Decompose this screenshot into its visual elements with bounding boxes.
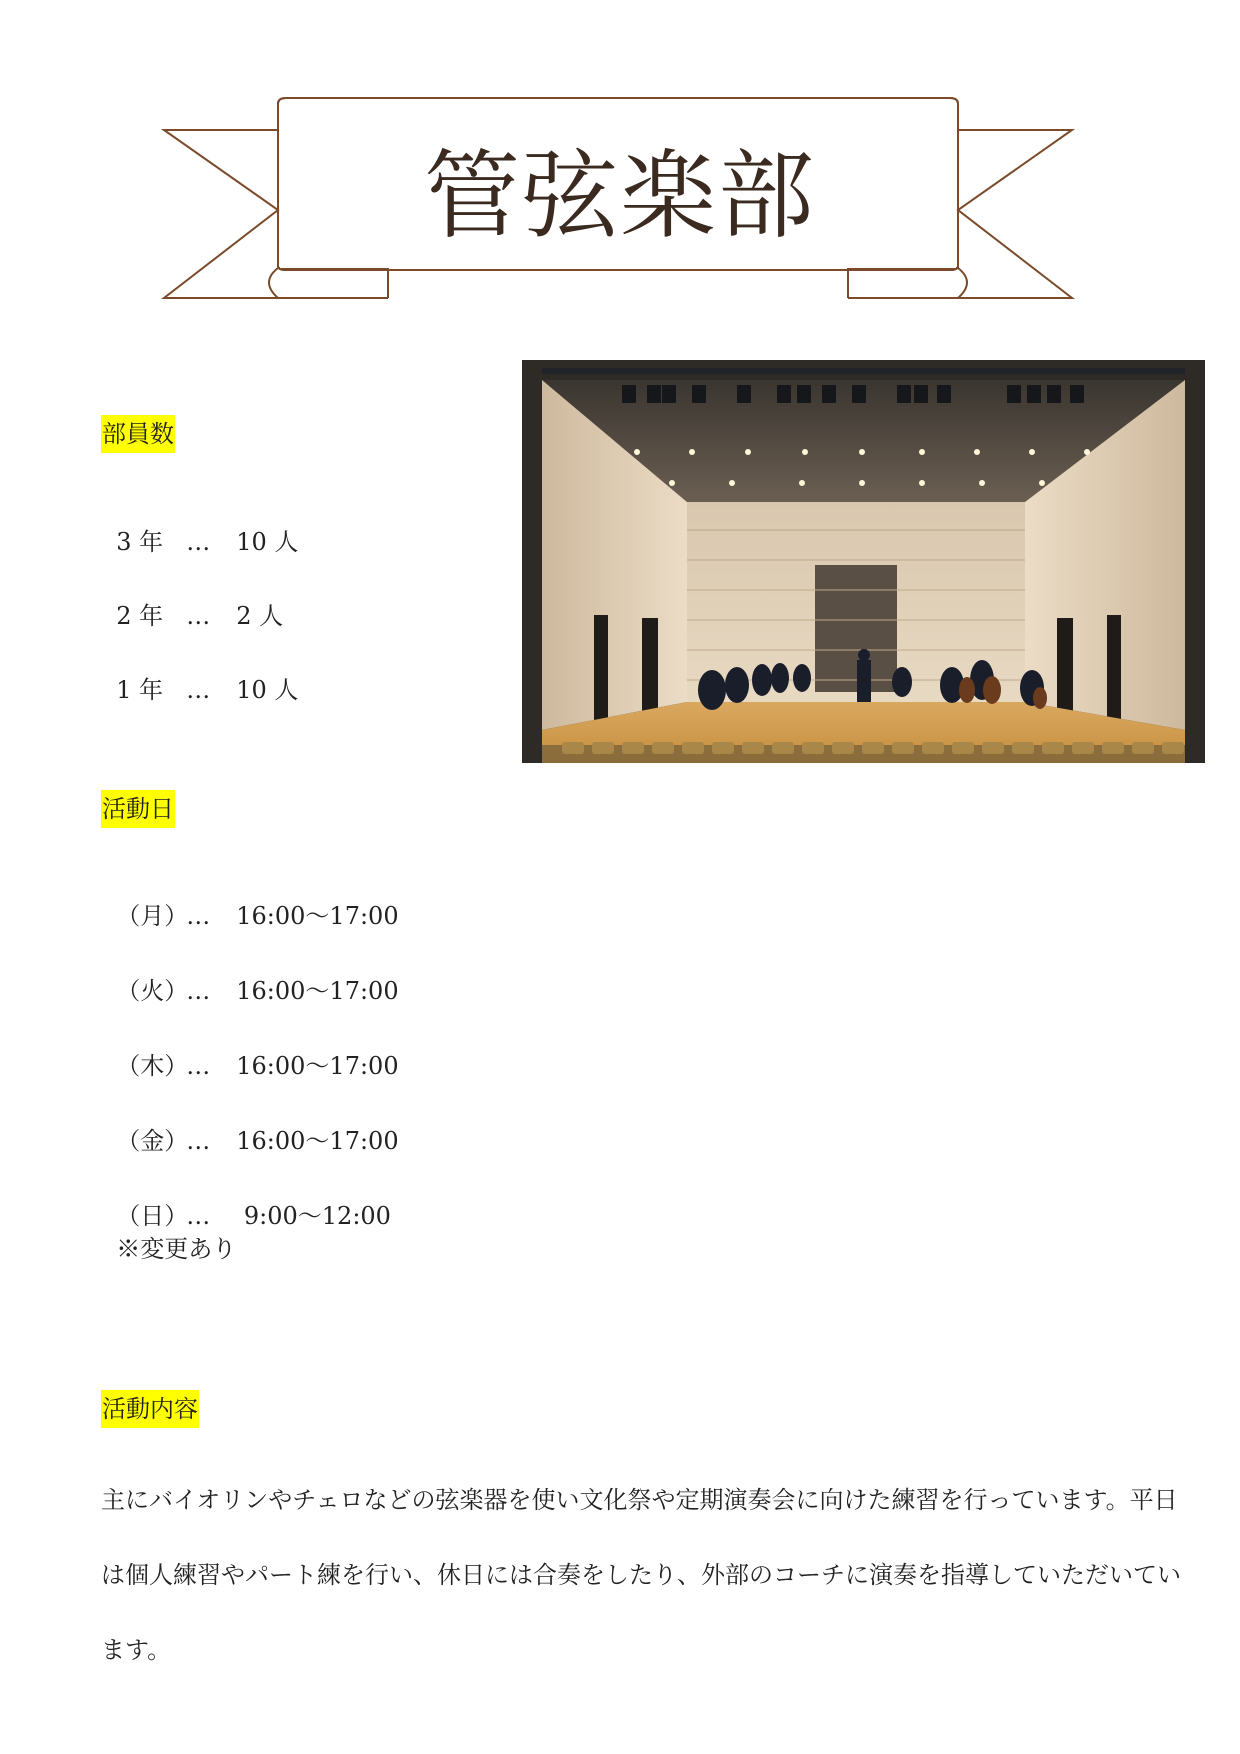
schedule-row <box>101 1091 399 1158</box>
time-range: 16:00～17:00 <box>236 976 399 1005</box>
content-label: 活動内容 <box>101 1390 199 1428</box>
separator: … <box>186 601 211 630</box>
title-banner <box>160 92 1080 312</box>
time-range: 16:00～17:00 <box>236 901 399 930</box>
member-row <box>101 492 298 559</box>
member-count: 10 人 <box>236 527 299 556</box>
separator: … <box>186 901 211 930</box>
schedule-row <box>101 866 399 933</box>
day-label: （木） <box>116 1051 189 1080</box>
members-heading <box>101 415 175 453</box>
grade-label: 1 年 <box>116 675 164 704</box>
member-row <box>101 640 298 707</box>
schedule-row <box>101 1016 399 1083</box>
days-heading <box>101 790 175 828</box>
member-row <box>101 566 283 633</box>
day-label: （火） <box>116 976 189 1005</box>
orchestra-photo <box>522 360 1205 763</box>
separator: … <box>186 1051 211 1080</box>
concert-hall-image <box>522 360 1205 763</box>
day-label: （金） <box>116 1126 189 1155</box>
separator: … <box>186 1201 211 1230</box>
content-paragraph: 主にバイオリンやチェロなどの弦楽器を使い文化祭や定期演奏会に向けた練習を行っています。平日は個人練習やパート練を行い、休日には合奏をしたり、外部のコーチに演奏を指導していただいています。 <box>101 1486 1181 1664</box>
time-range: 9:00～12:00 <box>236 1201 391 1230</box>
separator: … <box>186 976 211 1005</box>
page-title: 管弦楽部 <box>424 140 816 252</box>
days-label: 活動日 <box>101 790 175 828</box>
grade-label: 2 年 <box>116 601 164 630</box>
separator: … <box>186 1126 211 1155</box>
time-range: 16:00～17:00 <box>236 1051 399 1080</box>
day-label: （月） <box>116 901 189 930</box>
grade-label: 3 年 <box>116 527 164 556</box>
day-label: （日） <box>116 1201 189 1230</box>
time-range: 16:00～17:00 <box>236 1126 399 1155</box>
members-label: 部員数 <box>101 415 175 453</box>
member-count: 2 人 <box>236 601 284 630</box>
schedule-row <box>101 941 399 1008</box>
separator: … <box>186 675 211 704</box>
content-heading <box>101 1390 199 1428</box>
separator: … <box>186 527 211 556</box>
schedule-note: ※変更あり <box>116 1235 237 1264</box>
schedule-row <box>101 1166 391 1267</box>
member-count: 10 人 <box>236 675 299 704</box>
